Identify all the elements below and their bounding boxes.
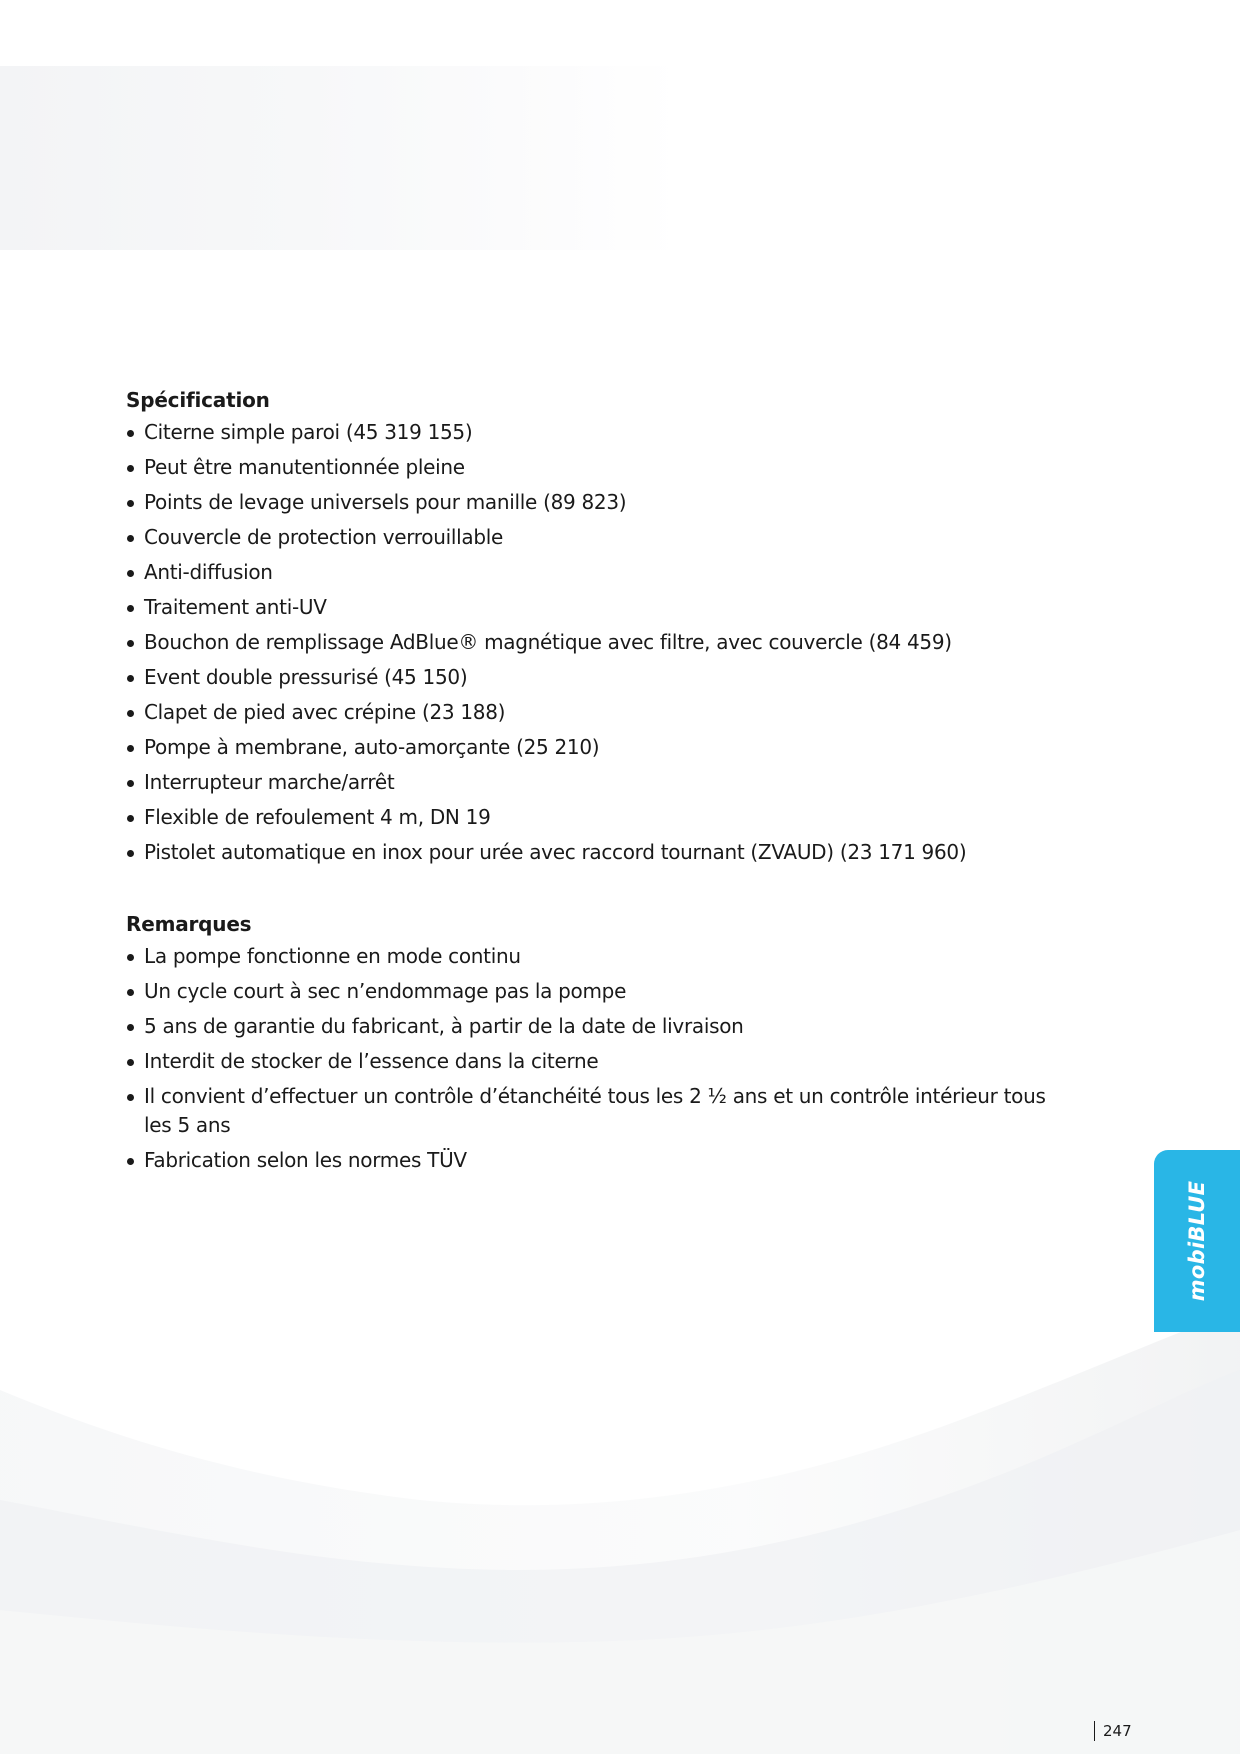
- list-item: Event double pressurisé (45 150): [126, 663, 1066, 692]
- bullet-icon: [127, 989, 134, 996]
- remarks-list: [126, 942, 1066, 1175]
- section-tab: [1154, 1150, 1240, 1332]
- bullet-icon: [127, 1024, 134, 1031]
- list-item: Pompe à membrane, auto-amorçante (25 210): [126, 733, 1066, 762]
- bullet-icon: [127, 605, 134, 612]
- bullet-icon: [127, 954, 134, 961]
- list-item: Citerne simple paroi (45 319 155): [126, 418, 1066, 447]
- list-item: Il convient d’effectuer un contrôle d’étanchéité tous les 2 ½ ans et un contrôle intérieur tous les 5 ans: [126, 1082, 1066, 1140]
- list-item: Traitement anti-UV: [126, 593, 1066, 622]
- bullet-icon: [127, 815, 134, 822]
- bullet-icon: [127, 640, 134, 647]
- section-tab-label: mobiBLUE: [1185, 1180, 1209, 1302]
- bullet-icon: [127, 535, 134, 542]
- bullet-icon: [127, 1158, 134, 1165]
- bullet-icon: [127, 465, 134, 472]
- list-item: Flexible de refoulement 4 m, DN 19: [126, 803, 1066, 832]
- specification-heading: Spécification: [126, 388, 270, 412]
- list-item: 5 ans de garantie du fabricant, à partir de la date de livraison: [126, 1012, 1066, 1041]
- list-item: Bouchon de remplissage AdBlue® magnétique avec filtre, avec couvercle (84 459): [126, 628, 1066, 657]
- bullet-icon: [127, 430, 134, 437]
- bullet-icon: [127, 745, 134, 752]
- list-item: Pistolet automatique en inox pour urée avec raccord tournant (ZVAUD) (23 171 960): [126, 838, 1066, 867]
- specification-list: [126, 418, 1066, 867]
- list-item: La pompe fonctionne en mode continu: [126, 942, 1066, 971]
- list-item: Fabrication selon les normes TÜV: [126, 1146, 1066, 1175]
- list-item: Points de levage universels pour manille (89 823): [126, 488, 1066, 517]
- water-splash-decoration: [0, 1270, 1240, 1754]
- bullet-icon: [127, 850, 134, 857]
- list-item: Clapet de pied avec crépine (23 188): [126, 698, 1066, 727]
- bullet-icon: [127, 710, 134, 717]
- remarks-heading: Remarques: [126, 912, 252, 936]
- list-item: Un cycle court à sec n’endommage pas la pompe: [126, 977, 1066, 1006]
- list-item: Peut être manutentionnée pleine: [126, 453, 1066, 482]
- list-item: Interdit de stocker de l’essence dans la citerne: [126, 1047, 1066, 1076]
- list-item: Couvercle de protection verrouillable: [126, 523, 1066, 552]
- bullet-icon: [127, 780, 134, 787]
- bullet-icon: [127, 1059, 134, 1066]
- page-number: 247: [1094, 1721, 1132, 1741]
- list-item: Interrupteur marche/arrêt: [126, 768, 1066, 797]
- remarks-section: [126, 907, 1066, 1175]
- main-content: [126, 383, 1066, 1181]
- bullet-icon: [127, 675, 134, 682]
- bullet-icon: [127, 570, 134, 577]
- list-item: Anti-diffusion: [126, 558, 1066, 587]
- bullet-icon: [127, 500, 134, 507]
- header-banner: [0, 66, 680, 250]
- bullet-icon: [127, 1094, 134, 1101]
